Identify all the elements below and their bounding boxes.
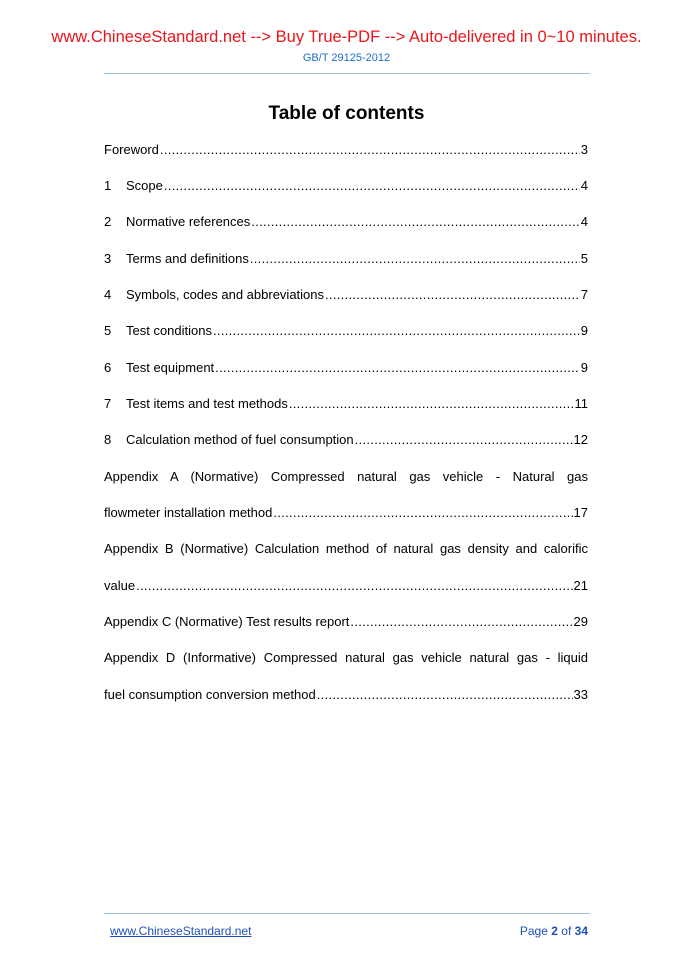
toc-entry-page: 9	[580, 360, 588, 375]
toc-leader-dots	[213, 322, 580, 340]
toc-entry-number: 2	[104, 214, 112, 229]
toc-entry-number: 6	[104, 360, 112, 375]
toc-entry-page: 9	[580, 323, 588, 338]
toc-leader-dots	[250, 250, 580, 268]
toc-entry-page: 3	[580, 142, 588, 157]
toc-entry-label: Appendix C (Normative) Test results report	[104, 614, 350, 629]
toc-entry[interactable]	[104, 322, 588, 340]
toc-entry-label: flowmeter installation method	[104, 505, 273, 520]
toc-appendix-c[interactable]	[104, 613, 588, 631]
toc-entry-label: Calculation method of fuel consumption	[126, 432, 354, 447]
header-banner-link[interactable]: www.ChineseStandard.net --> Buy True-PDF --> Auto-delivered in 0~10 minutes.	[51, 28, 642, 46]
header-divider	[104, 73, 590, 74]
toc-appendix-b-line2[interactable]	[104, 577, 588, 595]
toc-entry-label: Foreword	[104, 142, 159, 157]
page-of: of	[561, 924, 572, 938]
toc-appendix-d-line1[interactable]: Appendix D (Informative) Compressed natural gas vehicle natural gas - liquid	[104, 650, 588, 665]
toc-entry-page: 21	[573, 578, 588, 593]
toc-entry-foreword[interactable]	[104, 141, 588, 159]
toc-appendix-a-line2[interactable]	[104, 504, 588, 522]
document-id: GB/T 29125-2012	[302, 52, 391, 64]
toc-appendix-d-line2[interactable]	[104, 686, 588, 704]
page-title: Table of contents	[268, 103, 425, 124]
toc-entry[interactable]	[104, 286, 588, 304]
page-total: 34	[574, 924, 588, 938]
toc-entry-page: 33	[573, 687, 588, 702]
toc-entry-label: value	[104, 578, 136, 593]
page-prefix: Page	[519, 924, 548, 938]
toc-entry[interactable]	[104, 395, 588, 413]
page-current: 2	[551, 924, 558, 938]
toc-entry-number: 3	[104, 251, 112, 266]
toc-entry-label: Symbols, codes and abbreviations	[126, 287, 325, 302]
toc-entry-page: 17	[573, 505, 588, 520]
toc-entry[interactable]	[104, 213, 588, 231]
toc-entry[interactable]	[104, 431, 588, 449]
toc-appendix-b-line1[interactable]: Appendix B (Normative) Calculation method of natural gas density and calorific	[104, 541, 588, 556]
toc-entry-page: 5	[580, 251, 588, 266]
toc-entry-label: Normative references	[126, 214, 251, 229]
toc-leader-dots	[289, 395, 574, 413]
page-indicator	[520, 923, 588, 939]
toc-entry-label: fuel consumption conversion method	[104, 687, 316, 702]
toc-entry-number: 7	[104, 396, 112, 411]
toc-entry[interactable]	[104, 250, 588, 268]
toc-leader-dots	[164, 177, 580, 195]
toc-leader-dots	[355, 431, 573, 449]
footer-website-link[interactable]: www.ChineseStandard.net	[110, 924, 252, 938]
toc-leader-dots	[251, 213, 579, 231]
toc-entry-number: 8	[104, 432, 112, 447]
toc-entry[interactable]	[104, 359, 588, 377]
toc-entry-page: 7	[580, 287, 588, 302]
toc-entry-label: Scope	[126, 178, 163, 193]
toc-entry-label: Test equipment	[126, 360, 215, 375]
toc-entry-page: 29	[573, 614, 588, 629]
toc-entry[interactable]	[104, 177, 588, 195]
toc-leader-dots	[325, 286, 580, 304]
toc-appendix-a-line1[interactable]: Appendix A (Normative) Compressed natural gas vehicle - Natural gas	[104, 469, 588, 484]
toc-entry-number: 1	[104, 178, 112, 193]
toc-leader-dots	[215, 359, 580, 377]
toc-entry-label: Test conditions	[126, 323, 212, 338]
toc-entry-number: 5	[104, 323, 112, 338]
toc-leader-dots	[350, 613, 572, 631]
toc-entry-page: 12	[573, 432, 588, 447]
toc-entry-label: Test items and test methods	[126, 396, 288, 411]
toc-leader-dots	[273, 504, 572, 522]
toc-entry-page: 4	[580, 178, 588, 193]
toc-entry-page: 4	[580, 214, 588, 229]
toc-entry-label: Terms and definitions	[126, 251, 249, 266]
toc-leader-dots	[317, 686, 573, 704]
footer-divider	[104, 913, 590, 914]
toc-leader-dots	[160, 141, 580, 159]
toc-leader-dots	[136, 577, 572, 595]
toc-entry-number: 4	[104, 287, 112, 302]
toc-entry-page: 11	[574, 396, 588, 411]
